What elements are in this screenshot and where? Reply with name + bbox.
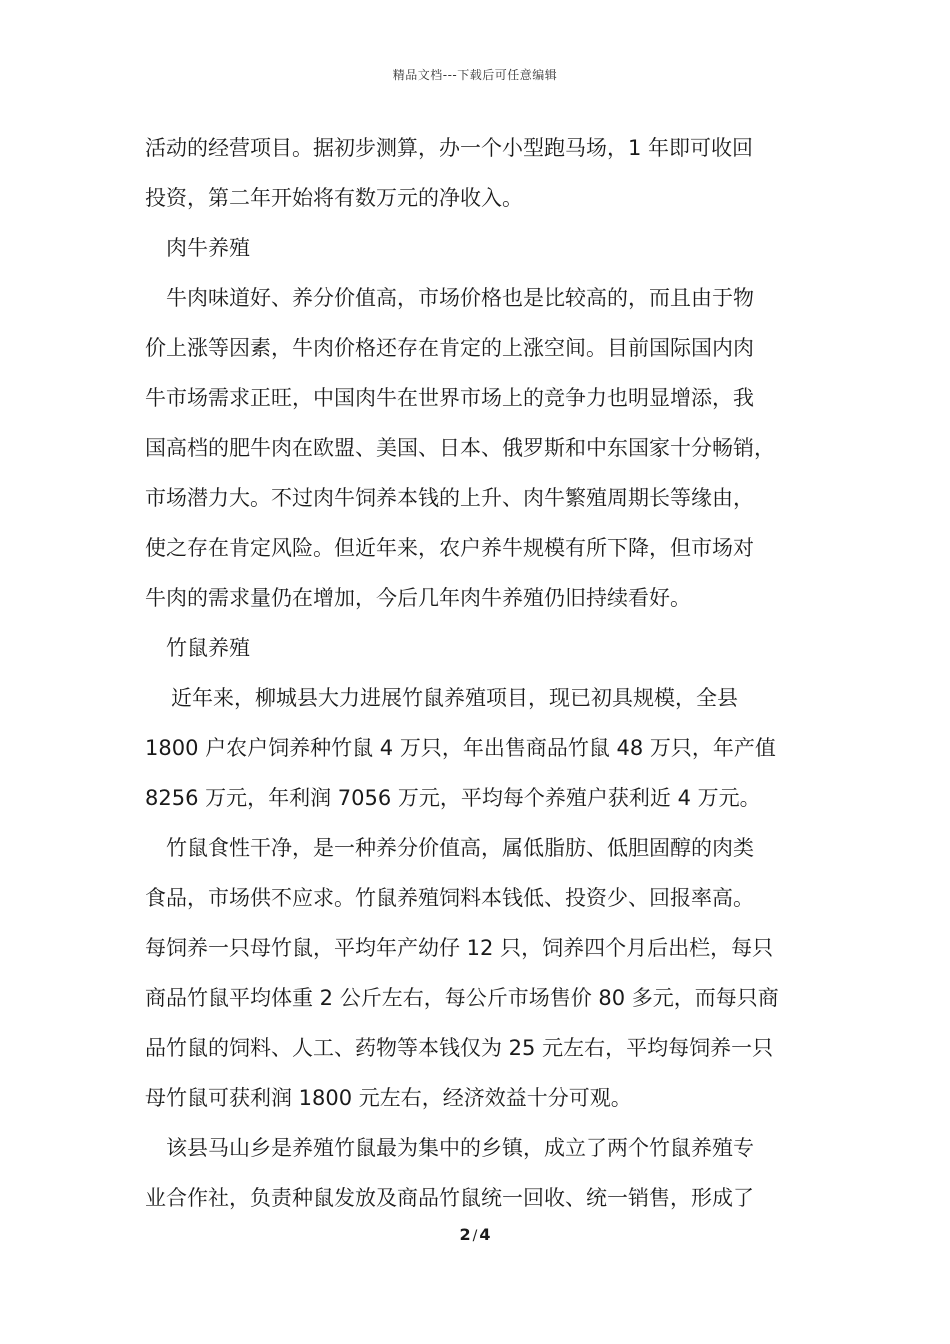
text-line: 商品竹鼠平均体重 2 公斤左右，每公斤市场售价 80 多元，而每只商 xyxy=(145,986,779,1010)
text-line: 国高档的肥牛肉在欧盟、美国、日本、俄罗斯和中东国家十分畅销， xyxy=(145,436,775,460)
text-line: 该县马山乡是养殖竹鼠最为集中的乡镇，成立了两个竹鼠养殖专 xyxy=(166,1136,754,1160)
text-line: 价上涨等因素，牛肉价格还存在肯定的上涨空间。目前国际国内肉 xyxy=(145,336,754,360)
text-line: 使之存在肯定风险。但近年来，农户养牛规模有所下降，但市场对 xyxy=(145,536,754,560)
text-line: 1800 户农户饲养种竹鼠 4 万只，年出售商品竹鼠 48 万只，年产值 xyxy=(145,736,776,760)
text-line: 牛市场需求正旺，中国肉牛在世界市场上的竞争力也明显增添，我 xyxy=(145,386,754,410)
page-header: 精品文档---下载后可任意编辑 xyxy=(392,68,558,82)
text-line: 活动的经营项目。据初步测算，办一个小型跑马场，1 年即可收回 xyxy=(145,136,754,160)
text-line: 业合作社，负责种鼠发放及商品竹鼠统一回收、统一销售，形成了 xyxy=(145,1186,754,1210)
section-heading: 肉牛养殖 xyxy=(166,236,250,260)
text-line: 食品，市场供不应求。竹鼠养殖饲料本钱低、投资少、回报率高。 xyxy=(145,886,754,910)
text-line: 投资，第二年开始将有数万元的净收入。 xyxy=(145,186,523,210)
text-line: 近年来，柳城县大力进展竹鼠养殖项目，现已初具规模，全县 xyxy=(171,686,738,710)
text-line: 牛肉的需求量仍在增加，今后几年肉牛养殖仍旧持续看好。 xyxy=(145,586,691,610)
text-line: 竹鼠食性干净，是一种养分价值高，属低脂肪、低胆固醇的肉类 xyxy=(166,836,754,860)
page-number xyxy=(0,1225,950,1244)
text-line: 每饲养一只母竹鼠，平均年产幼仔 12 只，饲养四个月后出栏，每只 xyxy=(145,936,774,960)
total-pages: 4 xyxy=(479,1225,491,1244)
text-line: 牛肉味道好、养分价值高，市场价格也是比较高的，而且由于物 xyxy=(166,286,754,310)
text-line: 8256 万元，年利润 7056 万元，平均每个养殖户获利近 4 万元。 xyxy=(145,786,761,810)
page-separator: / xyxy=(472,1228,478,1244)
text-line: 品竹鼠的饲料、人工、药物等本钱仅为 25 元左右，平均每饲养一只 xyxy=(145,1036,774,1060)
text-line: 市场潜力大。不过肉牛饲养本钱的上升、肉牛繁殖周期长等缘由， xyxy=(145,486,754,510)
section-heading: 竹鼠养殖 xyxy=(166,636,250,660)
text-line: 母竹鼠可获利润 1800 元左右，经济效益十分可观。 xyxy=(145,1086,632,1110)
document-body xyxy=(145,126,825,1226)
current-page: 2 xyxy=(459,1225,471,1244)
